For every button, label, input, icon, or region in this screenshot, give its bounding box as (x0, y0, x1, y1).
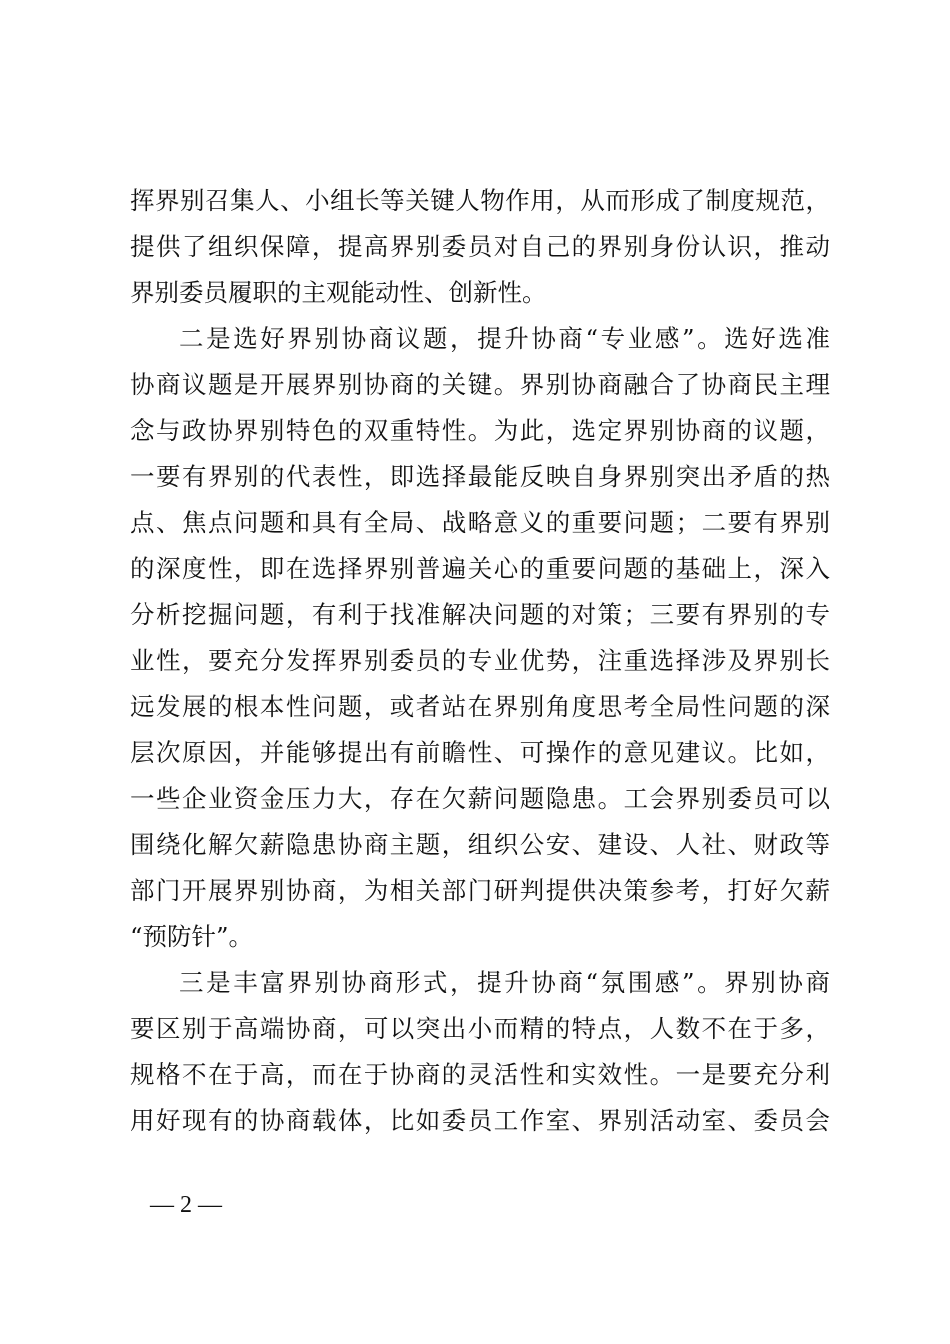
paragraph-first-line: 三是丰富界别协商形式，提升协商“氛围感”。界别协商 (179, 968, 830, 997)
text-line: 一些企业资金压力大，存在欠薪问题隐患。工会界别委员可以 (130, 784, 830, 813)
page-number: — 2 — (150, 1192, 222, 1218)
text-line: 要区别于高端协商，可以突出小而精的特点，人数不在于多， (130, 1014, 830, 1043)
text-line: 围绕化解欠薪隐患协商主题，组织公安、建设、人社、财政等 (130, 830, 830, 859)
text-line: 一要有界别的代表性，即选择最能反映自身界别突出矛盾的热 (130, 462, 830, 491)
text-line: 规格不在于高，而在于协商的灵活性和实效性。一是要充分利 (130, 1060, 830, 1089)
text-line: 用好现有的协商载体，比如委员工作室、界别活动室、委员会 (130, 1106, 830, 1135)
text-line: 协商议题是开展界别协商的关键。界别协商融合了协商民主理 (130, 370, 830, 399)
text-line: 点、焦点问题和具有全局、战略意义的重要问题；二要有界别 (130, 508, 830, 537)
text-line: 分析挖掘问题，有利于找准解决问题的对策；三要有界别的专 (130, 600, 830, 629)
text-line: 挥界别召集人、小组长等关键人物作用，从而形成了制度规范， (130, 186, 830, 215)
text-line: 远发展的根本性问题，或者站在界别角度思考全局性问题的深 (130, 692, 830, 721)
text-line: 业性，要充分发挥界别委员的专业优势，注重选择涉及界别长 (130, 646, 830, 675)
text-line: 提供了组织保障，提高界别委员对自己的界别身份认识，推动 (130, 232, 830, 261)
text-line: 部门开展界别协商，为相关部门研判提供决策参考，打好欠薪 (130, 876, 830, 905)
text-line: 的深度性，即在选择界别普遍关心的重要问题的基础上，深入 (130, 554, 830, 583)
text-line: 层次原因，并能够提出有前瞻性、可操作的意见建议。比如， (130, 738, 830, 767)
paragraph-first-line: 二是选好界别协商议题，提升协商“专业感”。选好选准 (179, 324, 830, 353)
text-line: 念与政协界别特色的双重特性。为此，选定界别协商的议题， (130, 416, 830, 445)
text-line: “预防针”。 (130, 922, 254, 951)
text-line: 界别委员履职的主观能动性、创新性。 (130, 278, 547, 307)
